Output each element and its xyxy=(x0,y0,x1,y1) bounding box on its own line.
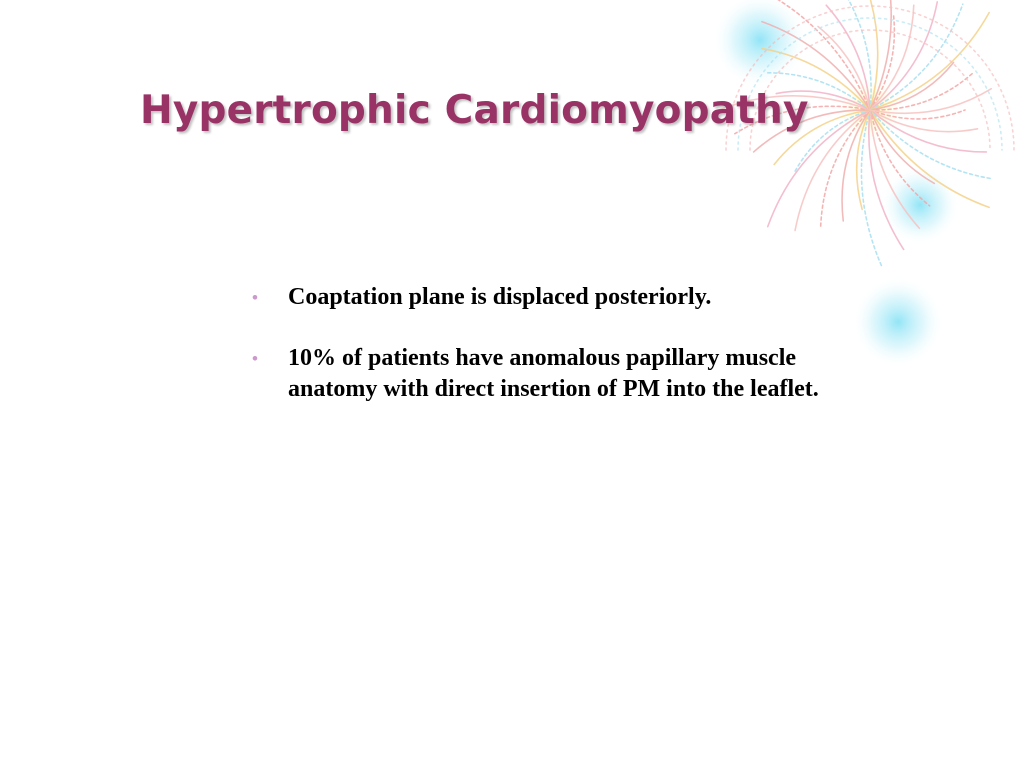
bullet-item xyxy=(250,282,820,313)
bullet-dot-icon: • xyxy=(252,349,258,368)
bullet-text: Coaptation plane is displaced posteriorly. xyxy=(288,284,712,310)
bullet-item xyxy=(250,343,820,405)
slide-title: Hypertrophic Cardiomyopathy xyxy=(140,88,809,133)
bullet-list xyxy=(250,282,820,435)
bullet-text: 10% of patients have anomalous papillary muscle anatomy with direct insertion of PM into the leaflet. xyxy=(288,345,819,402)
bullet-dot-icon: • xyxy=(252,288,258,307)
